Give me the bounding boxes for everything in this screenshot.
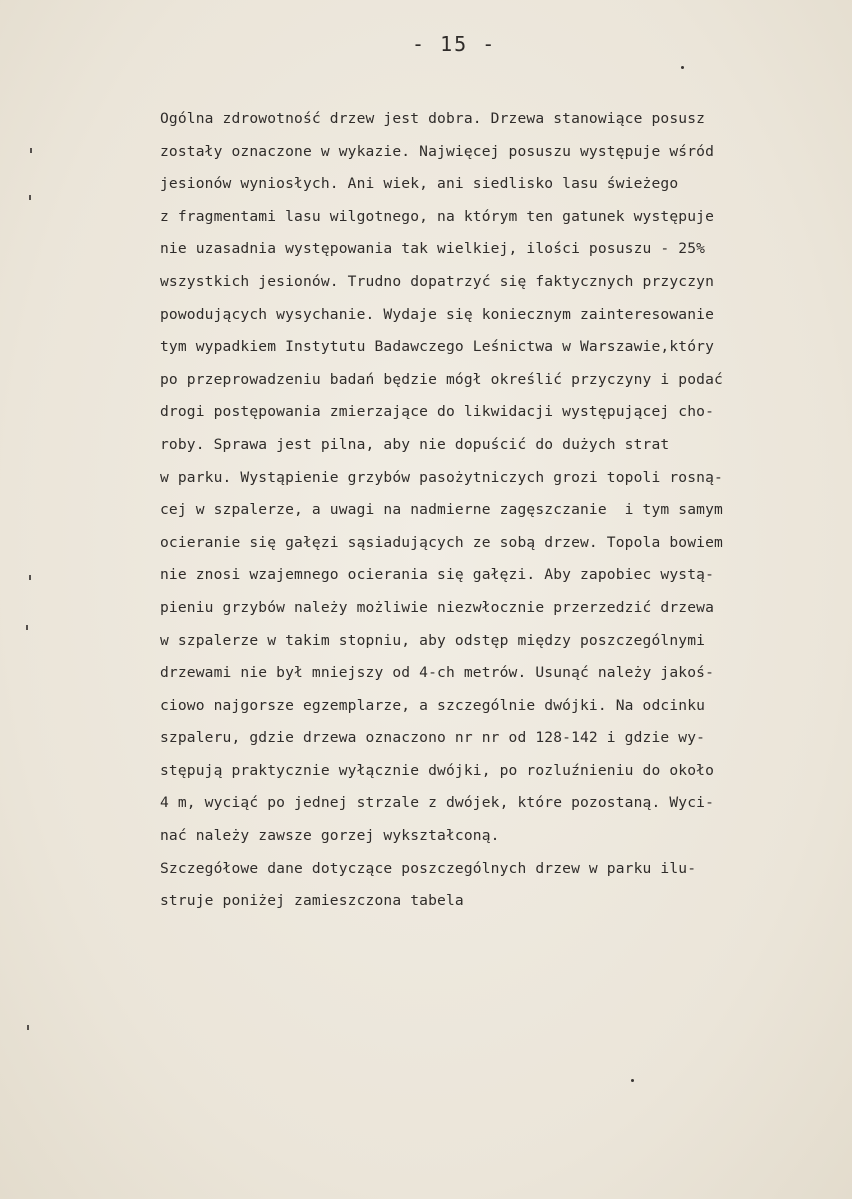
text-line: nać należy zawsze gorzej wykształconą. [160, 827, 500, 845]
text-line: drogi postępowania zmierzające do likwidacji występującej cho- [160, 403, 715, 421]
text-line: powodujących wysychanie. Wydaje się koniecznym zainteresowanie [160, 305, 715, 323]
margin-mark [29, 195, 31, 200]
body-paragraph [160, 103, 820, 918]
text-line: tym wypadkiem Instytutu Badawczego Leśnictwa w Warszawie,który [160, 338, 715, 356]
text-line: z fragmentami lasu wilgotnego, na którym ten gatunek występuje [160, 207, 715, 225]
text-line: ciowo najgorsze egzemplarze, a szczególnie dwójki. Na odcinku [160, 696, 706, 714]
margin-mark [29, 575, 31, 580]
page-number: - 15 - [412, 32, 497, 56]
text-line: zostały oznaczone w wykazie. Najwięcej posuszu występuje wśród [160, 142, 715, 160]
margin-mark [30, 148, 32, 153]
text-line: jesionów wyniosłych. Ani wiek, ani siedlisko lasu świeżego [160, 175, 679, 193]
text-line: w szpalerze w takim stopniu, aby odstęp między poszczególnymi [160, 631, 706, 649]
text-line: struje poniżej zamieszczona tabela [160, 892, 464, 910]
text-line: Ogólna zdrowotność drzew jest dobra. Drzewa stanowiące posusz [160, 110, 706, 127]
text-line: wszystkich jesionów. Trudno dopatrzyć się faktycznych przyczyn [160, 272, 715, 290]
margin-mark [26, 625, 28, 630]
ink-speck [681, 66, 684, 69]
text-line: pieniu grzybów należy możliwie niezwłocznie przerzedzić drzewa [160, 598, 715, 616]
text-line: Szczegółowe dane dotyczące poszczególnych drzew w parku ilu- [160, 859, 697, 877]
text-line: cej w szpalerze, a uwagi na nadmierne zagęszczanie i tym samym [160, 501, 723, 519]
text-line: 4 m, wyciąć po jednej strzale z dwójek, które pozostaną. Wyci- [160, 794, 715, 812]
text-line: drzewami nie był mniejszy od 4-ch metrów. Usunąć należy jakoś- [160, 664, 715, 682]
text-line: po przeprowadzeniu badań będzie mógł określić przyczyny i podać [160, 370, 723, 388]
text-line: ocieranie się gałęzi sąsiadujących ze sobą drzew. Topola bowiem [160, 533, 723, 551]
text-line: nie uzasadnia występowania tak wielkiej, ilości posuszu - 25% [160, 240, 706, 258]
ink-speck [631, 1079, 634, 1082]
margin-mark [27, 1025, 29, 1030]
text-line: szpaleru, gdzie drzewa oznaczono nr nr od 128-142 i gdzie wy- [160, 729, 706, 747]
text-line: nie znosi wzajemnego ocierania się gałęzi. Aby zapobiec wystą- [160, 566, 715, 584]
text-line: w parku. Wystąpienie grzybów pasożytniczych grozi topoli rosną- [160, 468, 723, 486]
text-line: stępują praktycznie wyłącznie dwójki, po rozluźnieniu do około [160, 761, 715, 779]
text-line: roby. Sprawa jest pilna, aby nie dopuścić do dużych strat [160, 435, 670, 453]
